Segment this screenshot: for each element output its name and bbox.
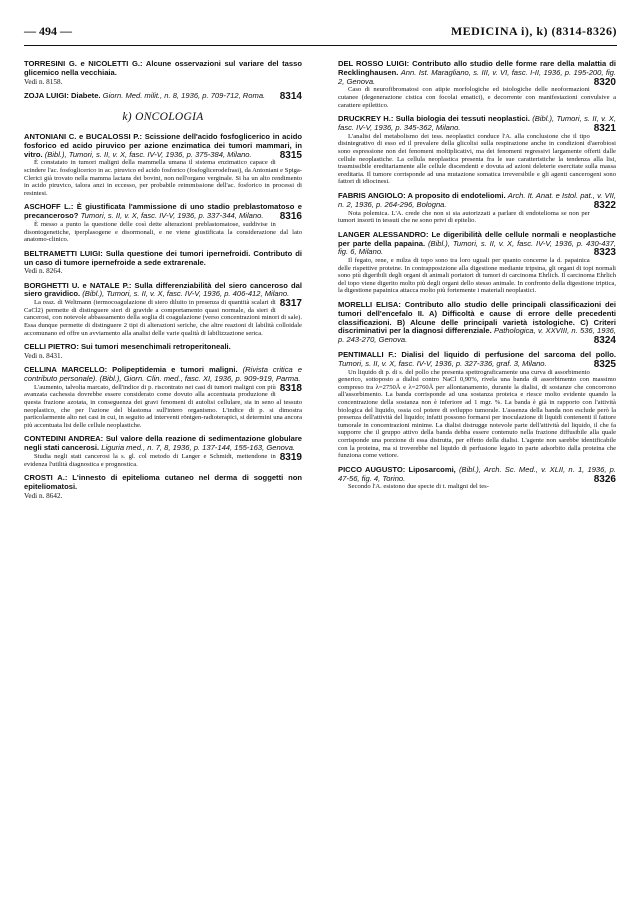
entry-title: Polipeptidemia e tumori maligni.: [112, 365, 238, 375]
entry-author: DEL ROSSO LUIGI:: [338, 59, 410, 68]
bibliography-entry: [338, 115, 616, 186]
entry-heading: [24, 280, 302, 310]
entry-abstract: È constatato in tumori maligni della mammella umana il sistema enzimatico capace di scindere l'ac. fosfoglicerico in ac. piruvico ed acido fosforico (fosfoglicerodefrasi), da Antoniani e Spiga-Clerici già trovato nella mamma lactans dei bovini, non nell'organo verginale. Si ha un alto rendimento in acido piruvico, talora anzi in eccesso, per probabile reimmissione dell'ac. fosforico in processi di resintesi.: [24, 159, 302, 197]
left-column: [24, 60, 302, 506]
entry-abstract: È messo a punto la questione delle così dette alterazioni preblastomatose, suddivise in disontogenetiche, iperplasogene e disormonali, e ne viene giustificata la considerazione dal lato anatomo-clinico.: [24, 220, 302, 244]
entry-see-also: Vedi n. 8431.: [24, 351, 63, 360]
entry-heading: [24, 60, 302, 78]
entry-author: ANTONIANI C. e BUCALOSSI P.:: [24, 131, 143, 141]
entry-number: 8316: [279, 211, 302, 223]
entry-citation: Tumori, s. II, v. X, fasc. IV-V, 1936, p. 337-344, Milano.: [80, 211, 264, 221]
bibliography-entry: [24, 343, 302, 360]
entry-title: Sulla biologia dei tessuti neoplastici.: [395, 114, 530, 124]
bibliography-entry: [338, 466, 616, 491]
entry-author: BELTRAMETTI LUIGI:: [24, 248, 103, 258]
right-column: [338, 60, 616, 497]
entry-number: 8322: [593, 199, 616, 211]
section-title: k) ONCOLOGIA: [122, 110, 204, 123]
entry-see-also: Vedi n. 8264.: [24, 267, 63, 276]
entry-heading: [24, 474, 302, 492]
entry-author: ASCHOFF L.:: [24, 202, 74, 212]
entry-number: 8315: [279, 149, 302, 161]
entry-title: Liposarcomi,: [408, 464, 456, 474]
entry-author: FABRIS ANGIOLO:: [338, 190, 406, 200]
entry-author: MORELLI ELISA:: [338, 300, 401, 310]
entry-abstract: Il fegato, rene, e milza di topo sono tra loro uguali per quanto concerne la d. papainica delle rispettive proteine. In contrapposizione alla digestione mediante tripsina, gli organi di topi normali sono più digeribili degli organi di animali portatori di tumori di carcinoma Ehrlich. Il carcinoma Ehrlich del topo viene digerito molto più degli organi dello stesso animale. In confronto della digestione triptica, la digestione papainica attacca molto più fortemente i materiali neoplastici.: [338, 257, 616, 295]
entry-citation: Pathologica, v. XXVIII, n. 536, 1936, p. 243-270, Genova.: [338, 326, 616, 345]
entry-title: Le digeribilità delle cellule normali e neoplastiche per parte della papaina.: [338, 229, 616, 248]
right-entries: [338, 60, 616, 491]
bibliography-entry: [338, 231, 616, 295]
entry-number: 8318: [279, 382, 302, 394]
entry-author: LANGER ALESSANDRO:: [338, 229, 429, 239]
entry-number: 8325: [593, 358, 616, 370]
entry-number: 8319: [279, 452, 302, 464]
header-rule: [24, 45, 617, 46]
bibliography-entry: [338, 192, 616, 225]
bibliography-entry: [338, 60, 616, 109]
entry-author: BORGHETTI U. e NATALE P.:: [24, 280, 132, 290]
entry-abstract: La reaz. di Weltmann (termocoagulazione di siero diluito in presenza di quantità scalari di CaCl2) permette di distinguere sieri di gravide a comportamento quasi normale, da sieri di cancerosi, con notevole abbassamento della soglia di coagulazione (verso concentrazioni minori di sale). Essa dunque permette di distinguere 2 tipi di alterazioni seriche, che altre reazioni di labilità colloidale accomunano ed offre un avviamento alla analisi delle varie qualità di labilizzazione serica.: [24, 299, 302, 337]
entry-heading: [24, 203, 302, 221]
entry-title: Sui tumori mesenchimali retroperitoneali.: [80, 342, 231, 352]
entry-citation: Ann. Ist. Maragliano, s. III, v. VI, fasc. I-II, 1936, p. 195-200, fig. 2, Genova.: [338, 67, 616, 86]
entry-title: A proposito di endoteliomi.: [407, 190, 506, 200]
entry-title: Sulla questione dei tumori ipernefroidi. Contributo di un caso di tumore ipernefroide a sede extrarenale.: [24, 248, 302, 267]
entry-abstract: Caso di neurofibromatosi con atipie morfologiche ed istologiche delle neoformazioni cutanee (degenerazione cistica con focolai ematici), e decorrente con manifestazioni convulsive a carattere epilettico.: [338, 86, 616, 109]
entry-citation: (Bibl.), Arch. Sc. Med., v. XLII, n. 1, 1936, p. 47-56, fig. 4, Torino.: [338, 464, 616, 483]
entry-title: Sul valore della reazione di sedimentazione globulare negli stati cancerosi.: [24, 434, 302, 453]
entry-author: ZOJA LUIGI:: [24, 90, 69, 100]
entry-title: È giustificata l'ammissione di uno stadio preblastomatoso e precanceroso?: [24, 202, 302, 221]
bibliography-entry: [24, 92, 302, 101]
page-header: [24, 24, 617, 42]
entry-heading: [338, 192, 616, 210]
entry-abstract: L'analisi del metabolismo dei tess. neoplastici conduce l'A. alla conclusione che il tipo disintegrativo di esso ed il prevalere della glicolisi sulla respirazione anche in condizioni d'aerobiosi sono espressione non dei fenomeni moltiplicativi, ma dei fenomeni regressivi largamente offerti dalle cellule neoplastiche. La cellula neoplastica presenta fra le sue caratteristiche la tendenza alla lisi, trasmissibile ereditariamente alle cellule discendenti e dovuta ad azioni deleterie esercitate sulla massa ereditaria. Il tumore corrisponde ad una mutazione somatica irreversibile e gli agenti cancerogeni sono fattori di idiocinesi.: [338, 132, 616, 186]
entry-citation: (Rivista critica e contributo personale). (Bibl.), Giorn. Clin. med., fasc. XI, 1936, p. 909-919, Parma.: [24, 365, 302, 384]
entry-author: CONTEDINI ANDREA:: [24, 434, 104, 444]
entry-author: DRUCKREY H.:: [338, 114, 394, 124]
entry-citation: (Bibl.), Tumori, s. II, v. X, fasc. IV-V, 1936, p. 430-437, fig. 6, Milano.: [338, 238, 616, 257]
entry-number: 8324: [593, 335, 616, 347]
bibliography-entry: [338, 301, 616, 345]
entry-author: CROSTI A.:: [24, 473, 68, 483]
entry-citation: (Bibl.), Tumori, s. II, v. X, fasc. IV-V, 1936, p. 406-412, Milano.: [82, 289, 290, 299]
entry-heading: [338, 60, 616, 86]
entry-heading: [24, 133, 302, 159]
entry-title: Sulla differenziabilità del siero canceroso dal siero gravidico.: [24, 280, 302, 299]
entry-title: Contributo allo studio delle principali classificazioni dei tumori dell'encefalo II. A) Difficoltà e cause di errore delle precedenti classificazioni. B) Alcune delle principali varietà istologiche. C) Criteri discriminativi per la diagnosi differenziale.: [338, 300, 616, 336]
entry-author: TORRESINI G. e NICOLETTI G.:: [24, 59, 143, 68]
left-entries-after: [24, 133, 302, 500]
bibliography-entry: [24, 133, 302, 197]
entry-heading: [338, 301, 616, 345]
entry-citation: Arch. It. Anat. e Istol. pat., v. VII, n. 2, 1936, p. 264-296, Bologna.: [338, 190, 616, 209]
entry-heading: [338, 115, 616, 133]
entry-title: Scissione dell'acido fosfoglicerico in acido fosforico ed acido piruvico per azione enzimatica dei tumori mammari, in vitro.: [24, 131, 302, 159]
bibliography-entry: [24, 250, 302, 276]
entry-number: 8320: [593, 76, 616, 88]
entry-heading: [24, 365, 302, 394]
bibliography-entry: [24, 282, 302, 338]
entry-author: CELLI PIETRO:: [24, 342, 79, 352]
entry-see-also: Vedi n. 8158.: [24, 77, 63, 86]
entry-citation: (Bibl.), Tumori, s. II, v. X, fasc. IV-V, 1936, p. 345-362, Milano.: [338, 114, 616, 132]
entry-author: PICCO AUGUSTO:: [338, 464, 406, 474]
bibliography-entry: [24, 435, 302, 468]
entry-title: Dialisi del liquido di perfusione del sarcoma del pollo.: [401, 350, 616, 360]
bibliography-entry: [24, 474, 302, 500]
entry-title: Diabete.: [70, 90, 101, 100]
entry-title: Contributo allo studio delle forme rare della malattia di Recklinghausen.: [338, 59, 616, 77]
page-number: — 494 —: [24, 24, 72, 38]
entry-number: 8314: [279, 90, 302, 102]
bibliography-entry: [338, 351, 616, 460]
bibliography-entry: [24, 60, 302, 86]
entry-abstract: Secondo l'A. esistono due specie di t. maligni del tes-: [348, 483, 489, 491]
entry-author: CELLINA MARCELLO:: [24, 365, 108, 375]
entry-author: PENTIMALLI F.:: [338, 350, 397, 360]
entry-number: 8326: [593, 473, 616, 485]
entry-abstract: Studia negli stati cancerosi la s. gl. col metodo di Langer e Schmidt, mettendone in evidenza l'utilità diagnostica e prognostica.: [24, 453, 276, 468]
entry-number: 8317: [279, 298, 302, 310]
entry-abstract: Un liquido di p. di s. del pollo che presenta spettrograficamente una curva di assorbimento generico, sottoposto a dialisi contro NaCl 0,90%, rivela una banda di assorbimento con massimo compreso tra λ=2750Å e λ=2760Å per allontanamento, durante la dialisi, di sostanze che concorrono all'assorbimento. La banda corrisponde ad una sostanza proteica e riesce molto evidente quando la concentrazione della sostanza non è inferiore ad 1 mgr. %. La banda è già in rapporto con l'attività biologica del liquido, ossia col potere di sviluppo tumorale. L'assenza della banda non esclude però la presenza dell'attività del liquido; infatti possono formarsi per inoculazione di liquidi contenenti il fattore tumorale in concentrazioni minime. La dialisi distrugge notevole parte dell'attività del liquido, il che fa supporre che il gruppo attivo della banda debba essere contenuto nella frazione diffusibile alla quale corrisponde una porzione di essa distrutta, per effetto della dialisi. L'agente non sarebbe identificabile con la proteina, ma si troverebbe nel liquido di perfusione legato in parte adsorbito dalla proteina che funziona come vettore.: [338, 368, 616, 460]
entry-number: 8323: [593, 247, 616, 259]
entry-abstract: L'aumento, talvolta marcato, dell'indice di p. riscontrato nei casi di tumori maligni con più avanzata cachessia dovrebbe essere considerato come dovuto alla accentuata produzione di questa frazione azotata, in conseguenza dei gravi fenomeni di autolisi cellulare, sia in seno al tessuto neoplastico, che per l'azione del blastoma sull'intero organismo. L'indice di p. si dimostra particolarmente alto nei casi in cui, in seguito ad interventi röntgen-radioterapici, si determini una ancora più accentuata lisi delle cellule neoplastiche.: [24, 383, 302, 429]
bibliography-entry: [24, 203, 302, 243]
entry-heading: [338, 466, 616, 484]
entry-title: L'innesto di epitelioma cutaneo nel derma di soggetti non epiteliomatosi.: [24, 473, 303, 491]
entry-heading: [338, 231, 616, 257]
entry-citation: (Bibl.), Tumori, s. II, v. X, fasc. IV-V, 1936, p. 375-384, Milano.: [44, 149, 252, 159]
entry-heading: [24, 92, 302, 101]
entry-citation: Tumori, s. II, v. X, fasc. IV-V, 1936, p. 327-336, graf. 3, Milano.: [338, 358, 547, 368]
entry-heading: [338, 351, 616, 369]
entry-heading: [24, 343, 302, 352]
running-title: MEDICINA i), k) (8314-8326): [450, 24, 617, 38]
entry-citation: Liguria med., n. 7, 8, 1936, p. 137-144, 155-163, Genova.: [101, 443, 296, 453]
entry-title: Alcune osservazioni sul variare del tasso glicemico nella vecchiaia.: [24, 59, 302, 77]
left-entries-before: [24, 60, 302, 101]
bibliography-entry: [24, 366, 302, 429]
entry-heading: [24, 250, 302, 268]
entry-see-also: Vedi n. 8642.: [24, 491, 63, 500]
entry-number: 8321: [593, 122, 616, 134]
entry-abstract: Nota polemica. L'A. crede che non si sia autorizzati a parlare di endotelioma se non per tumori insorti in tessuti che ne sono privi di epitelio.: [338, 209, 590, 225]
entry-citation: Giorn. Med. milit., n. 8, 1936, p. 709-712, Roma.: [102, 90, 266, 100]
